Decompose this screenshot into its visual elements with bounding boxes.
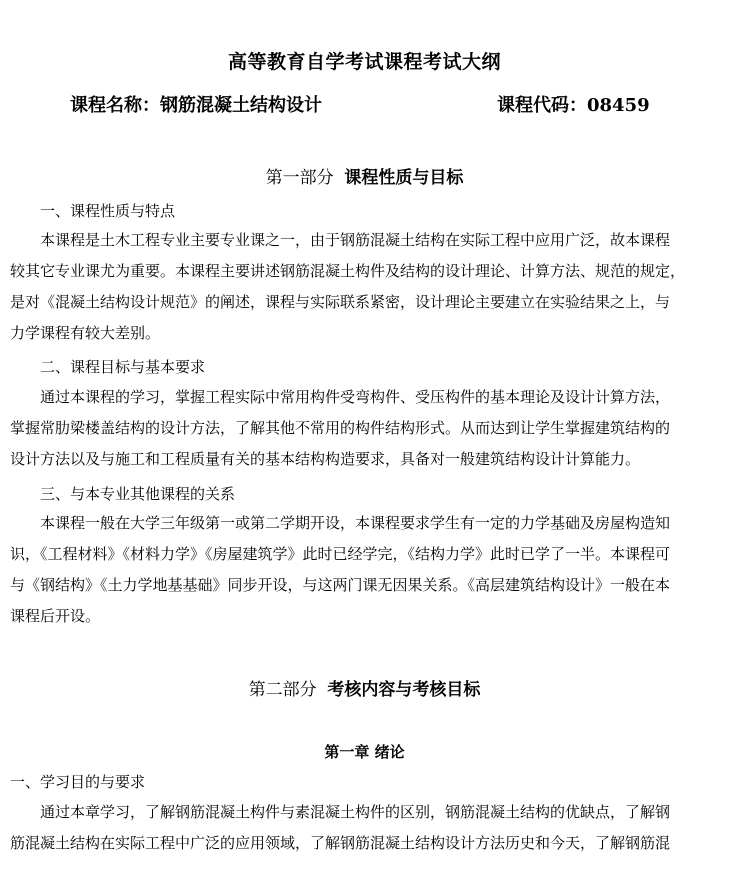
chapter-heading: 第一章 绪论: [324, 743, 405, 761]
paragraph-line: 通过本课程的学习，掌握工程实际中常用构件受弯构件、受压构件的基本理论及设计计算方法，: [40, 388, 671, 406]
section-heading-relations: 三、与本专业其他课程的关系: [40, 485, 236, 503]
paragraph-line: 掌握常肋梁楼盖结构的设计方法，了解其他不常用的构件结构形式。从而达到让学生掌握建筑结构的: [10, 419, 671, 437]
part-one-title: 课程性质与目标: [344, 168, 464, 188]
paragraph-line: 本课程一般在大学三年级第一或第二学期开设，本课程要求学生有一定的力学基础及房屋构造知: [40, 514, 671, 532]
part-one-heading: [0, 163, 729, 188]
part-two-prefix: 第二部分: [248, 680, 317, 700]
paragraph-line: 是对《混凝土结构设计规范》的阐述，课程与实际联系紧密，设计理论主要建立在实验结果之上，与: [10, 293, 671, 311]
paragraph-line: 筋混凝土结构在实际工程中广泛的应用领域，了解钢筋混凝土结构设计方法历史和今天，了解钢筋混: [10, 834, 671, 852]
course-name: 课程名称：钢筋混凝土结构设计: [70, 95, 322, 116]
part-two-title: 考核内容与考核目标: [327, 680, 481, 700]
paragraph-line: 课程后开设。: [10, 607, 101, 625]
paragraph-line: 本课程是土木工程专业主要专业课之一，由于钢筋混凝土结构在实际工程中应用广泛，故本课程: [40, 231, 671, 249]
section-heading-goals: 二、课程目标与基本要求: [40, 358, 206, 376]
paragraph-line: 识，《工程材料》《材料力学》《房屋建筑学》此时已经学完，《结构力学》此时已学了一半。本课程可: [10, 545, 671, 563]
paragraph-learning-goals: [10, 797, 717, 859]
paragraph-nature: [10, 225, 717, 349]
paragraph-line: 力学课程有较大差别。: [10, 324, 161, 342]
paragraph-goals: [10, 382, 717, 475]
section-heading-nature: 一、课程性质与特点: [40, 202, 176, 220]
course-info-line: [70, 91, 669, 117]
paragraph-relations: [10, 508, 717, 632]
document-title: 高等教育自学考试课程考试大纲: [227, 51, 501, 73]
paragraph-line: 与《钢结构》《土力学地基基础》同步开设，与这两门课无因果关系。《高层建筑结构设计》一般在本: [10, 576, 671, 594]
paragraph-line: 通过本章学习，了解钢筋混凝土构件与素混凝土构件的区别，钢筋混凝土结构的优缺点，了解钢: [40, 803, 671, 821]
section-heading-learning-goals: 一、学习目的与要求: [10, 773, 146, 791]
paragraph-line: 设计方法以及与施工和工程质量有关的基本结构构造要求，具备对一般建筑结构设计计算能力。: [10, 450, 641, 468]
paragraph-line: 较其它专业课尤为重要。本课程主要讲述钢筋混凝土构件及结构的设计理论、计算方法、规范的规定，: [10, 262, 686, 280]
part-one-prefix: 第一部分: [265, 168, 334, 188]
course-code: 课程代码：08459: [497, 95, 650, 116]
part-two-heading: [0, 675, 729, 700]
